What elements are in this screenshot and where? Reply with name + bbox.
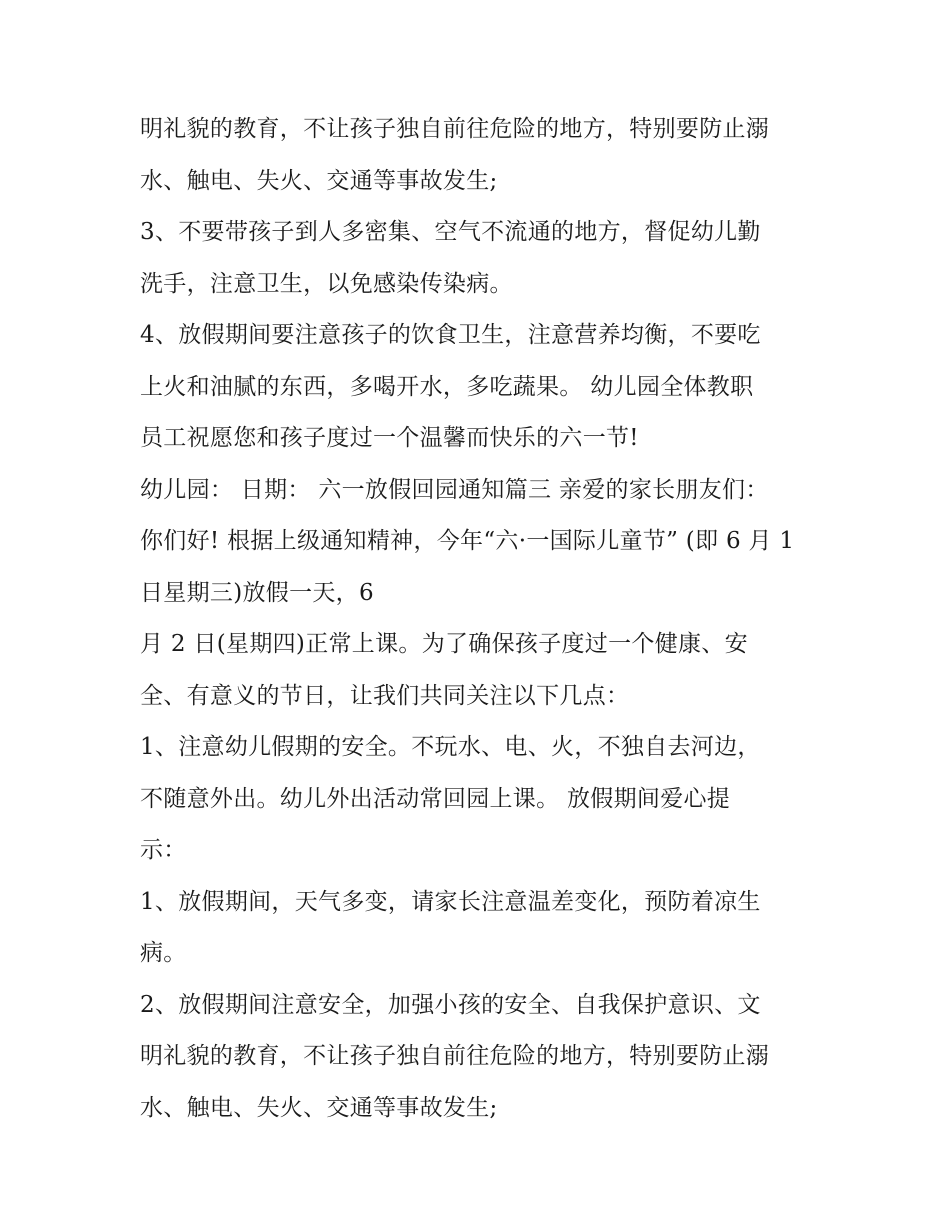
text-line-4: 洗手，注意卫生，以免感染传染病。 — [140, 270, 513, 297]
text-line-2: 水、触电、失火、交通等事故发生; — [140, 167, 498, 194]
text-line-7: 员工祝愿您和孩子度过一个温馨而快乐的六一节! — [140, 425, 639, 451]
text-line-15: 示： — [140, 837, 187, 863]
text-line-20: 水、触电、失火、交通等事故发生; — [140, 1094, 498, 1121]
text-line-11: 月 2 日(星期四)正常上课。为了确保孩子度过一个健康、安 — [140, 631, 748, 657]
text-line-19: 明礼貌的教育，不让孩子独自前往危险的地方，特别要防止溺 — [140, 1043, 770, 1069]
text-line-6: 上火和油腻的东西，多喝开水，多吃蔬果。 幼儿园全体教职 — [140, 373, 754, 400]
text-line-18: 2、放假期间注意安全，加强小孩的安全、自我保护意识、文 — [140, 991, 761, 1018]
text-line-5: 4、放假期间要注意孩子的饮食卫生，注意营养均衡，不要吃 — [140, 322, 761, 348]
document-body — [140, 104, 840, 1134]
text-line-13: 1、注意幼儿假期的安全。不玩水、电、火，不独自去河边， — [140, 734, 761, 760]
text-line-14: 不随意外出。幼儿外出活动常回园上课。 放假期间爱心提 — [140, 785, 731, 812]
text-line-8: 幼儿园： 日期： 六一放假回园通知篇三 亲爱的家长朋友们： — [140, 476, 769, 503]
text-line-17: 病。 — [140, 940, 187, 966]
text-line-9: 你们好! 根据上级通知精神，今年“六·一国际儿童节” (即 6 月 1 — [140, 528, 795, 554]
text-line-1: 明礼貌的教育，不让孩子独自前往危险的地方，特别要防止溺 — [140, 116, 770, 142]
text-line-10: 日星期三)放假一天，6 — [140, 579, 374, 606]
text-line-3: 3、不要带孩子到人多密集、空气不流通的地方，督促幼儿勤 — [140, 219, 761, 245]
text-line-16: 1、放假期间，天气多变，请家长注意温差变化，预防着凉生 — [140, 888, 761, 915]
text-line-12: 全、有意义的节日，让我们共同关注以下几点： — [140, 682, 630, 709]
